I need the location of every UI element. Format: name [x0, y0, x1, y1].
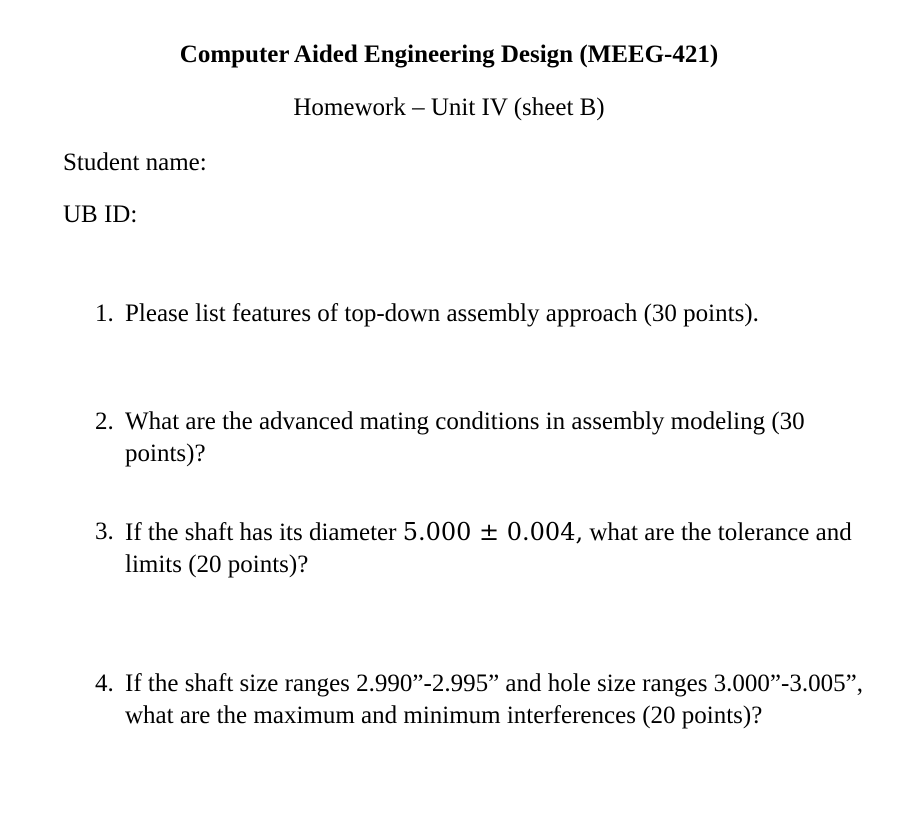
document-title: Computer Aided Engineering Design (MEEG-421) [179, 41, 719, 68]
question-number: 1. [95, 300, 114, 327]
question-number: 3. [95, 518, 114, 545]
question-text-after-math: what are the tolerance and limits (20 points)? [125, 519, 852, 578]
question-text: Please list features of top-down assembly approach (30 points). [125, 300, 759, 327]
question-item [95, 298, 875, 330]
student-name-label: Student name: [63, 149, 207, 176]
question-text: What are the advanced mating conditions in assembly modeling (30 points)? [125, 408, 805, 467]
ub-id-label: UB ID: [63, 201, 138, 228]
tolerance-expression: 5.000 ± 0.004, [402, 518, 584, 546]
question-text: If the shaft size ranges 2.990”-2.995” and hole size ranges 3.000”-3.005”, what are the maximum and minimum interferences (20 points)? [125, 670, 863, 729]
question-number: 2. [95, 408, 114, 435]
question-item [95, 516, 875, 581]
question-text [125, 516, 875, 581]
document-subtitle: Homework – Unit IV (sheet B) [293, 94, 605, 121]
question-number: 4. [95, 670, 114, 697]
question-text-before-math: If the shaft has its diameter [125, 519, 403, 546]
question-item [95, 406, 875, 470]
question-item [95, 668, 875, 732]
